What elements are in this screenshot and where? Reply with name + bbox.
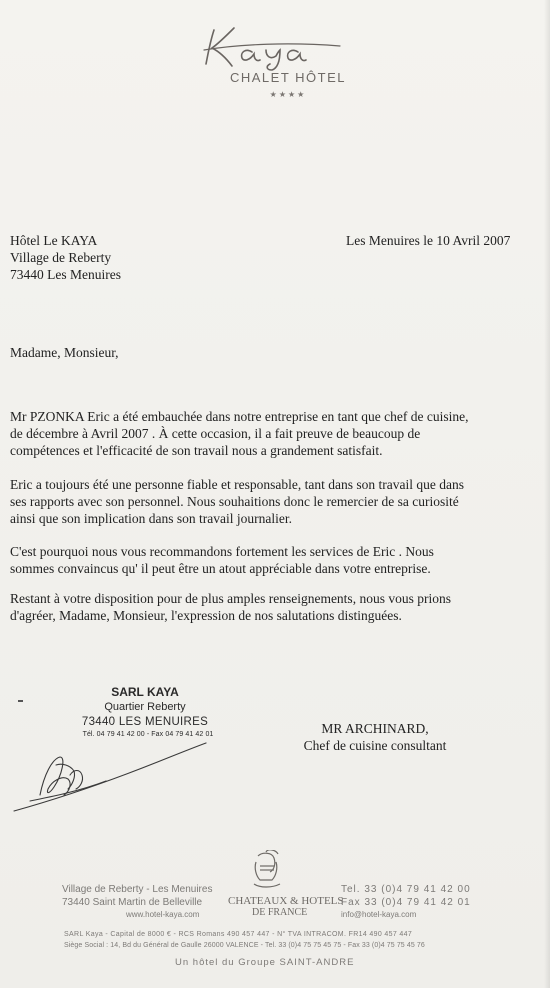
stamp-city: 73440 LES MENUIRES [81, 716, 209, 728]
footer-brand-line: CHATEAUX & HOTELS [228, 895, 344, 907]
kaya-logo [200, 20, 350, 72]
sender-line: Hôtel Le KAYA [10, 233, 98, 248]
paragraph-1 [10, 408, 545, 459]
sender-line: 73440 Les Menuires [10, 267, 121, 282]
footer-group-line: Un hôtel du Groupe SAINT-ANDRE [175, 957, 355, 968]
signer-title: Chef de cuisine consultant [303, 738, 447, 753]
signer-name: MR ARCHINARD, [321, 721, 429, 736]
stamp-address: Quartier Reberty [104, 701, 186, 713]
stamp-phone: Tél. 04 79 41 42 00 - Fax 04 79 41 42 01 [82, 731, 214, 738]
text-line: Mr PZONKA Eric a été embauchée dans notre entreprise en tant que chef de cuisine, [10, 409, 469, 424]
logo-stars: ★★★★ [269, 90, 307, 99]
footer-brand-line: DE FRANCE [252, 907, 308, 918]
text-line: Eric a toujours été une personne fiable et responsable, tant dans son travail que dans [10, 477, 464, 492]
text-line: Restant à votre disposition pour de plus amples renseignements, nous vous prions [10, 591, 451, 606]
paragraph-2 [10, 476, 545, 527]
text-line: C'est pourquoi nous vous recommandons fortement les services de Eric . Nous [10, 544, 434, 559]
text-line: compétences et l'efficacité de son travail nous a grandement satisfait. [10, 443, 383, 458]
salutation: Madame, Monsieur, [10, 345, 119, 360]
handwritten-signature [10, 735, 210, 815]
footer-fax: Fax 33 (0)4 79 41 42 01 [341, 897, 471, 908]
sender-address [10, 232, 121, 283]
date-line: Les Menuires le 10 Avril 2007 [346, 233, 511, 248]
stamp-company-name: SARL KAYA [111, 685, 179, 699]
margin-mark [18, 700, 23, 702]
paragraph-4 [10, 590, 545, 624]
footer-phone: Tel. 33 (0)4 79 41 42 00 [341, 884, 471, 895]
logo-subtitle: CHALET HÔTEL [229, 70, 346, 85]
signer-block [285, 720, 465, 754]
text-line: sommes convaincus qu' il peut être un atout appréciable dans votre entreprise. [10, 561, 431, 576]
paragraph-3 [10, 543, 545, 577]
footer-email: info@hotel-kaya.com [341, 910, 417, 919]
footer-address-line: Village de Reberty - Les Menuires [62, 884, 213, 895]
text-line: d'agréer, Madame, Monsieur, l'expression de nos salutations distinguées. [10, 608, 402, 623]
text-line: de décembre à Avril 2007 . À cette occasion, il a fait preuve de beaucoup de [10, 426, 421, 441]
text-line: ses rapports avec son personnel. Nous souhaitions donc le remercier de sa curiosité [10, 494, 459, 509]
knight-helmet-emblem [246, 850, 286, 894]
text-line: ainsi que son implication dans son travail journalier. [10, 511, 292, 526]
footer-legal-line: Siège Social : 14, Bd du Général de Gaulle 26000 VALENCE - Tel. 33 (0)4 75 75 45 75 - Fax 33 (0)4 75 75 45 76 [64, 942, 425, 949]
footer-legal-line: SARL Kaya - Capital de 8000 € - RCS Romans 490 457 447 - N° TVA INTRACOM. FR14 490 457 447 [64, 931, 413, 938]
footer-address-line: 73440 Saint Martin de Belleville [62, 897, 203, 908]
footer-website: www.hotel-kaya.com [126, 910, 200, 919]
sender-line: Village de Reberty [10, 250, 112, 265]
